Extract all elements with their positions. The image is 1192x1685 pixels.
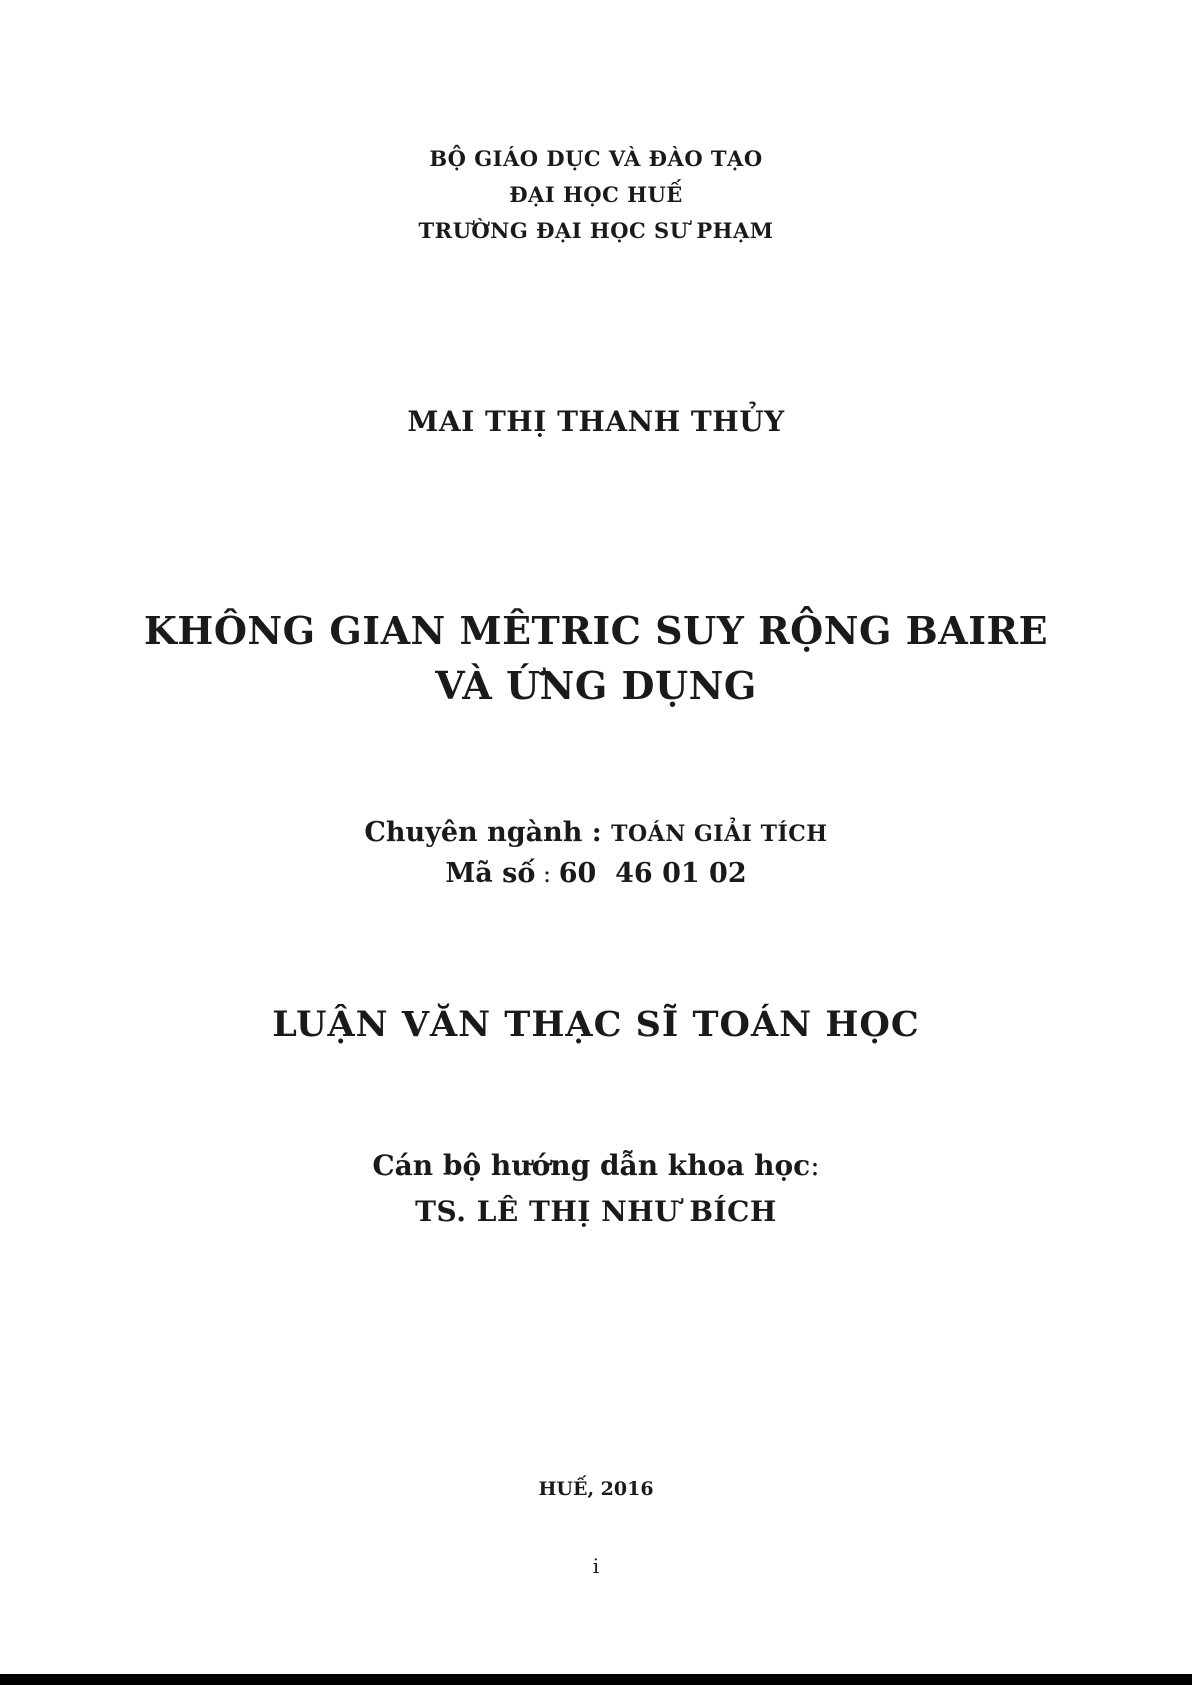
- bottom-border-bar: [0, 1674, 1192, 1685]
- university-name: ĐẠI HỌC HUẾ: [509, 182, 683, 207]
- specialization-label: Chuyên ngành: [364, 817, 583, 848]
- page-number: i: [592, 1554, 600, 1578]
- place-year: HUẾ, 2016: [538, 1478, 654, 1500]
- specialization-separator: :: [582, 817, 612, 848]
- school-name: TRƯỜNG ĐẠI HỌC SƯ PHẠM: [418, 218, 774, 243]
- thesis-title-line-2: VÀ ỨNG DỤNG: [435, 663, 757, 708]
- code-separator: :: [535, 860, 559, 888]
- degree-title: LUẬN VĂN THẠC SĨ TOÁN HỌC: [272, 1004, 920, 1045]
- advisor-label: Cán bộ hướng dẫn khoa học: [372, 1149, 811, 1182]
- ministry-name: BỘ GIÁO DỤC VÀ ĐÀO TẠO: [429, 146, 763, 171]
- advisor-colon: :: [810, 1149, 820, 1182]
- code-line: [0, 860, 1192, 887]
- advisor-line: [0, 1149, 1192, 1182]
- advisor-name: TS. LÊ THỊ NHƯ BÍCH: [415, 1195, 777, 1228]
- code-label: Mã số: [445, 858, 536, 889]
- author-name: MAI THỊ THANH THỦY: [407, 405, 785, 438]
- specialization-value: TOÁN GIẢI TÍCH: [611, 821, 828, 847]
- code-value: 60 46 01 02: [558, 858, 747, 889]
- specialization-line: [0, 819, 1192, 846]
- thesis-title-line-1: KHÔNG GIAN MÊTRIC SUY RỘNG BAIRE: [143, 608, 1049, 653]
